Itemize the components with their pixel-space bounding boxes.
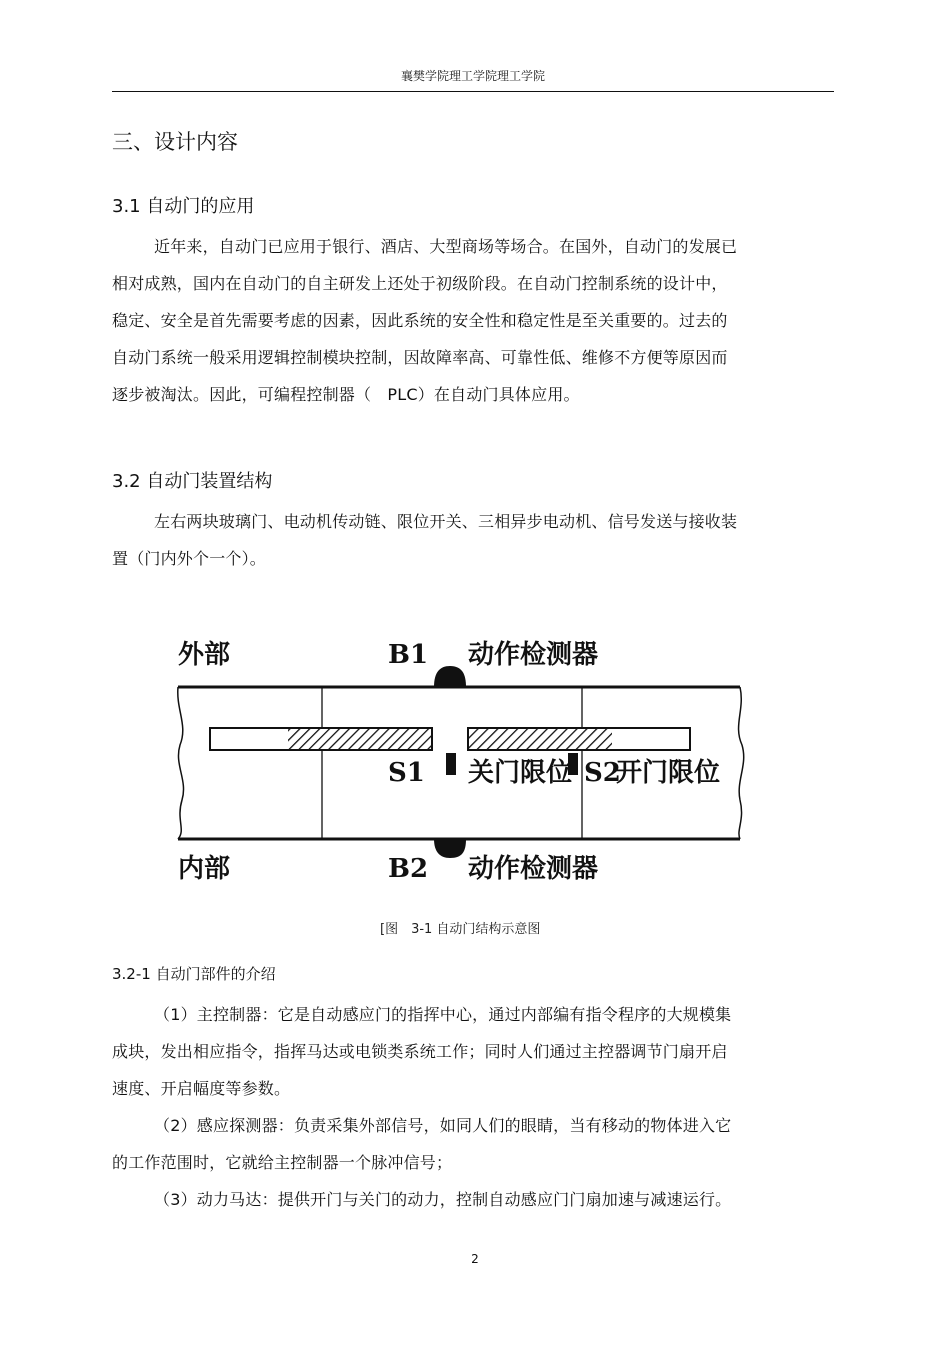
- section-title: 三、设计内容: [112, 130, 238, 154]
- open-limit-label: 开门限位: [616, 758, 721, 788]
- b1-label: B1: [388, 640, 429, 670]
- inside-label: 内部: [178, 854, 231, 884]
- paragraph-line: 自动门系统一般采用逻辑控制模块控制，因故障率高、可靠性低、维修不方便等原因而: [112, 348, 728, 367]
- frame-left-edge: [178, 687, 184, 839]
- detector-top-label: 动作检测器: [468, 640, 599, 670]
- b2-label: B2: [388, 854, 429, 884]
- paragraph-line: （3）动力马达：提供开门与关门的动力，控制自动感应门门扇加速与减速运行。: [154, 1190, 732, 1209]
- paragraph-line: 成块，发出相应指令，指挥马达或电锁类系统工作；同时人们通过主控器调节门扇开启: [112, 1042, 728, 1061]
- door-structure-diagram: [170, 630, 750, 890]
- right-door-hatch: [469, 729, 612, 749]
- outside-label: 外部: [178, 640, 231, 670]
- subsection-3-1-title: 3.1 自动门的应用: [112, 196, 255, 217]
- subsection-3-2-title: 3.2 自动门装置结构: [112, 471, 273, 492]
- page-header: 襄樊学院理工学院理工学院: [400, 69, 545, 83]
- close-limit-label: 关门限位: [468, 758, 573, 788]
- paragraph-line: 置（门内外个一个）。: [112, 549, 267, 568]
- figure-caption: [图 3-1 自动门结构示意图: [380, 922, 541, 937]
- detector-b2-bump: [434, 839, 466, 858]
- paragraph-line: 的工作范围时，它就给主控制器一个脉冲信号；: [112, 1153, 453, 1172]
- page-number: 2: [471, 1252, 479, 1266]
- subsection-3-2-body: [112, 503, 834, 577]
- paragraph-line: 稳定、安全是首先需要考虑的因素，因此系统的安全性和稳定性是至关重要的。过去的: [112, 311, 728, 330]
- subsection-3-2-1-body: [112, 996, 834, 1218]
- paragraph-line: 逐步被淘汰。因此，可编程控制器（ PLC）在自动门具体应用。: [112, 385, 580, 404]
- detector-bottom-label: 动作检测器: [468, 854, 599, 884]
- paragraph-line: 左右两块玻璃门、电动机传动链、限位开关、三相异步电动机、信号发送与接收装: [154, 512, 738, 531]
- subsection-3-1-body: [112, 228, 834, 413]
- detector-b1-bump: [434, 666, 466, 687]
- s1-label: S1: [388, 758, 425, 788]
- paragraph-line: 速度、开启幅度等参数。: [112, 1079, 291, 1098]
- paragraph-line: 相对成熟，国内在自动门的自主研发上还处于初级阶段。在自动门控制系统的设计中，: [112, 274, 728, 293]
- paragraph-line: 近年来，自动门已应用于银行、酒店、大型商场等场合。在国外，自动门的发展已: [154, 237, 738, 256]
- paragraph-line: （2）感应探测器：负责采集外部信号，如同人们的眼睛，当有移动的物体进入它: [154, 1116, 732, 1135]
- header-rule: [112, 91, 834, 92]
- subsection-3-2-1-title: 3.2-1 自动门部件的介绍: [112, 965, 276, 983]
- paragraph-line: （1）主控制器：它是自动感应门的指挥中心，通过内部编有指令程序的大规模集: [154, 1005, 732, 1024]
- s2-label: S2: [584, 758, 621, 788]
- frame-right-edge: [739, 687, 744, 839]
- left-door-hatch: [288, 729, 431, 749]
- close-limit-switch: [446, 753, 456, 775]
